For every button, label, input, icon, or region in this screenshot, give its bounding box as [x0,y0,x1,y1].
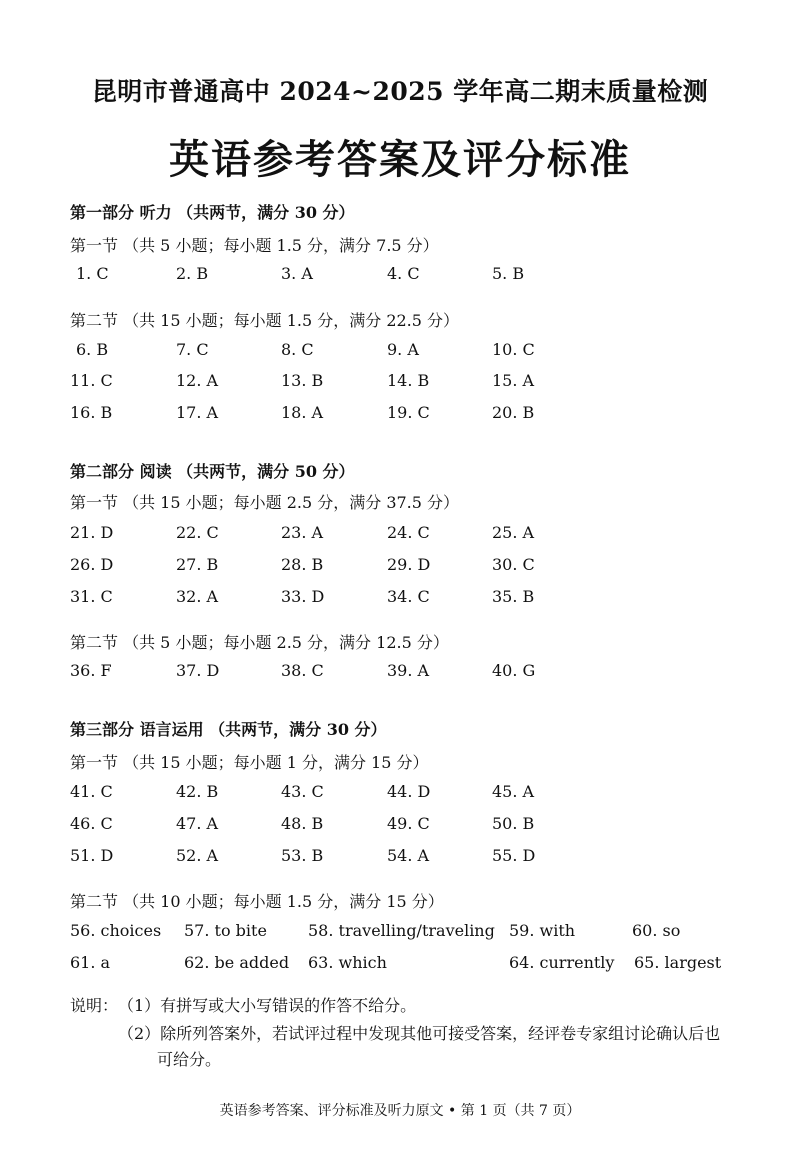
answer-cell: 4. C [387,264,420,283]
answer-cell: 14. B [387,371,430,390]
answer-cell: 58. travelling/traveling [308,921,495,940]
note-item-2: （2）除所列答案外，若试评过程中发现其他可接受答案，经评卷专家组讨论确认后也 [118,1024,721,1043]
answer-cell: 43. C [281,782,324,801]
part3-sec1-title: 第一节 （共 15 小题；每小题 1 分，满分 15 分） [70,753,429,772]
answer-cell: 19. C [387,403,430,422]
answer-row [0,523,800,545]
answer-row [0,371,800,393]
answer-cell: 57. to bite [184,921,267,940]
answer-cell: 50. B [492,814,535,833]
answer-row [0,555,800,577]
answer-cell: 16. B [70,403,113,422]
answer-cell: 1. C [76,264,109,283]
part1-title: 第一部分 听力 （共两节，满分 30 分） [70,203,355,222]
answer-cell: 32. A [176,587,219,606]
note-item-1: （1）有拼写或大小写错误的作答不给分。 [118,996,417,1015]
answer-cell: 13. B [281,371,324,390]
answer-cell: 11. C [70,371,113,390]
part2-sec2-title: 第二节 （共 5 小题；每小题 2.5 分，满分 12.5 分） [70,633,449,652]
answer-cell: 18. A [281,403,324,422]
answer-cell: 28. B [281,555,324,574]
answer-cell: 63. which [308,953,387,972]
answer-cell: 36. F [70,661,112,680]
answer-cell: 10. C [492,340,535,359]
answer-cell: 3. A [281,264,313,283]
answer-row [0,661,800,683]
answer-cell: 17. A [176,403,219,422]
answer-cell: 45. A [492,782,535,801]
answer-cell: 5. B [492,264,525,283]
answer-row [0,264,800,286]
answer-cell: 65. largest [634,953,722,972]
part2-sec1-title: 第一节 （共 15 小题；每小题 2.5 分，满分 37.5 分） [70,493,460,512]
answer-cell: 29. D [387,555,431,574]
answer-cell: 53. B [281,846,324,865]
answer-cell: 7. C [176,340,209,359]
answer-cell: 61. a [70,953,111,972]
answer-cell: 59. with [509,921,576,940]
answer-cell: 24. C [387,523,430,542]
answer-row [0,782,800,804]
answer-cell: 27. B [176,555,219,574]
answer-cell: 30. C [492,555,535,574]
answer-cell: 39. A [387,661,430,680]
answer-row [0,814,800,836]
part3-sec2-title: 第二节 （共 10 小题；每小题 1.5 分，满分 15 分） [70,892,444,911]
answer-cell: 62. be added [184,953,290,972]
answer-cell: 64. currently [509,953,615,972]
answer-cell: 54. A [387,846,430,865]
page-footer: 英语参考答案、评分标准及听力原文 • 第 1 页（共 7 页） [219,1103,581,1119]
answer-row [0,953,800,975]
answer-cell: 55. D [492,846,536,865]
answer-cell: 46. C [70,814,113,833]
part1-sec2-title: 第二节 （共 15 小题；每小题 1.5 分，满分 22.5 分） [70,311,460,330]
answer-cell: 25. A [492,523,535,542]
answer-cell: 60. so [632,921,681,940]
answer-cell: 12. A [176,371,219,390]
answer-cell: 34. C [387,587,430,606]
answer-cell: 42. B [176,782,219,801]
answer-cell: 41. C [70,782,113,801]
part3-title: 第三部分 语言运用 （共两节，满分 30 分） [70,720,387,739]
answer-cell: 33. D [281,587,325,606]
answer-row [0,846,800,868]
answer-cell: 9. A [387,340,419,359]
answer-cell: 22. C [176,523,219,542]
answer-cell: 56. choices [70,921,162,940]
answer-cell: 23. A [281,523,324,542]
answer-cell: 26. D [70,555,114,574]
answer-cell: 52. A [176,846,219,865]
part1-sec1-title: 第一节 （共 5 小题；每小题 1.5 分，满分 7.5 分） [70,236,439,255]
answer-cell: 47. A [176,814,219,833]
answer-cell: 15. A [492,371,535,390]
answer-cell: 49. C [387,814,430,833]
answer-cell: 48. B [281,814,324,833]
exam-header: 昆明市普通高中 2024~2025 学年高二期末质量检测 [91,77,709,106]
answer-cell: 20. B [492,403,535,422]
answer-cell: 8. C [281,340,314,359]
answer-cell: 40. G [492,661,536,680]
answer-row [0,403,800,425]
answer-cell: 51. D [70,846,114,865]
answer-row [0,921,800,943]
answer-cell: 44. D [387,782,431,801]
answer-row [0,340,800,362]
answer-cell: 21. D [70,523,114,542]
answer-cell: 6. B [76,340,109,359]
answer-cell: 37. D [176,661,220,680]
answer-cell: 2. B [176,264,209,283]
answer-row [0,587,800,609]
notes-label: 说明： [70,996,119,1015]
document-title: 英语参考答案及评分标准 [169,136,631,183]
note-item-2-continued: 可给分。 [157,1050,222,1069]
part2-title: 第二部分 阅读 （共两节，满分 50 分） [70,462,355,481]
answer-cell: 31. C [70,587,113,606]
answer-cell: 35. B [492,587,535,606]
answer-cell: 38. C [281,661,324,680]
